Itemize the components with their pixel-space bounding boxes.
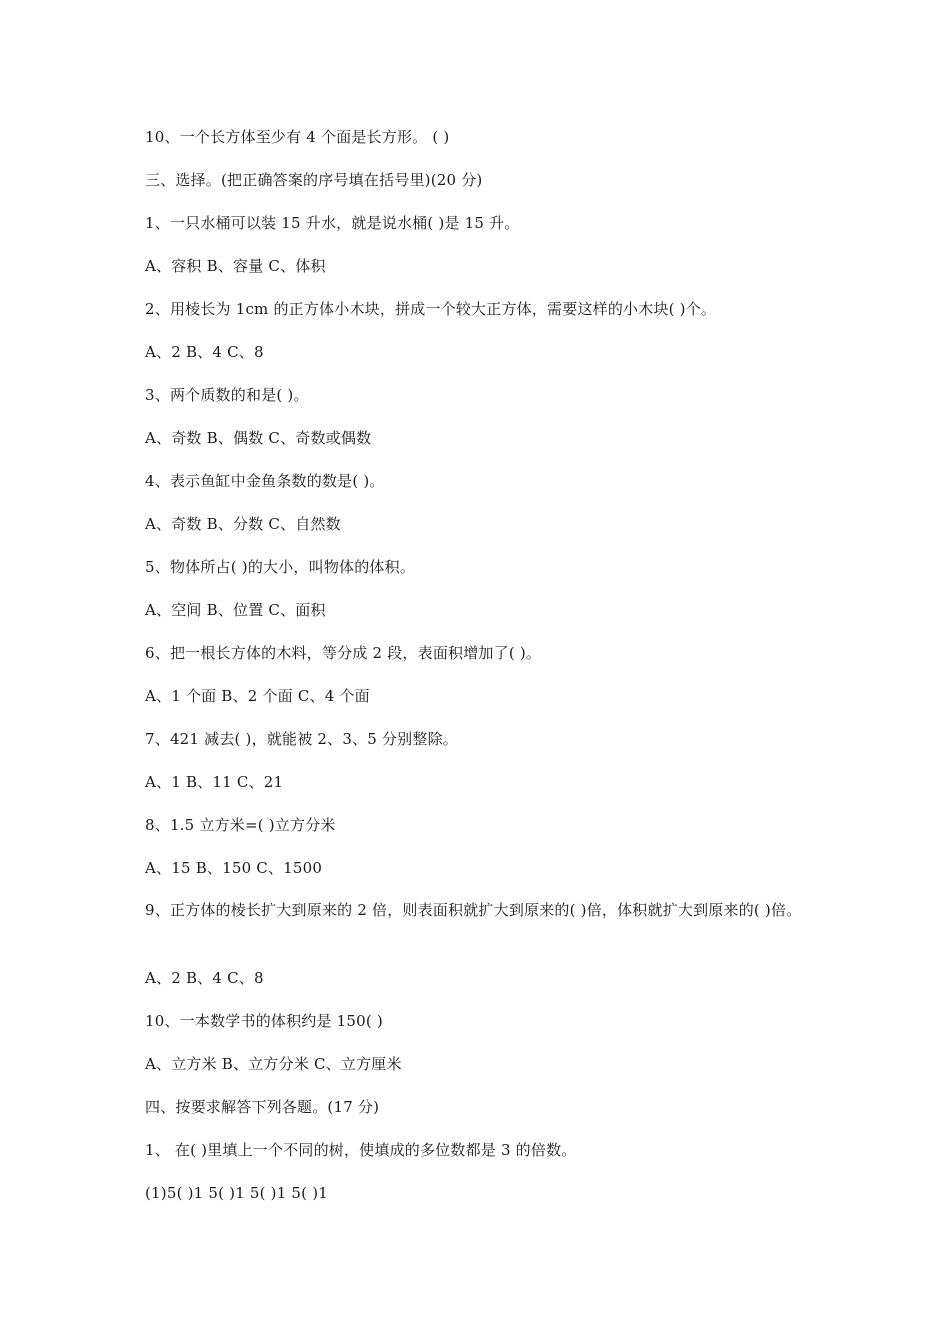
choice-options-6: A、1 个面 B、2 个面 C、4 个面 <box>145 687 370 705</box>
section-3-heading: 三、选择。(把正确答案的序号填在括号里)(20 分) <box>145 171 483 189</box>
choice-question-5: 5、物体所占( )的大小，叫物体的体积。 <box>145 558 416 576</box>
choice-options-7: A、1 B、11 C、21 <box>145 773 284 791</box>
choice-question-4: 4、表示鱼缸中金鱼条数的数是( )。 <box>145 472 385 490</box>
choice-options-4: A、奇数 B、分数 C、自然数 <box>145 515 341 533</box>
choice-options-9: A、2 B、4 C、8 <box>145 969 264 987</box>
choice-question-8: 8、1.5 立方米=( )立方分米 <box>145 816 336 834</box>
choice-question-2: 2、用棱长为 1cm 的正方体小木块，拼成一个较大正方体，需要这样的小木块( )个。 <box>145 300 717 318</box>
choice-options-10: A、立方米 B、立方分米 C、立方厘米 <box>145 1055 402 1073</box>
section-4-question-1-part-1: (1)5( )1 5( )1 5( )1 5( )1 <box>145 1184 328 1202</box>
choice-question-1: 1、一只水桶可以装 15 升水，就是说水桶( )是 15 升。 <box>145 214 520 232</box>
section-4-question-1: 1、 在( )里填上一个不同的树，使填成的多位数都是 3 的倍数。 <box>145 1141 577 1159</box>
choice-question-3: 3、两个质数的和是( )。 <box>145 386 309 404</box>
choice-question-10: 10、一本数学书的体积约是 150( ) <box>145 1012 383 1030</box>
question-3-10-judgment: 10、一个长方体至少有 4 个面是长方形。 ( ) <box>145 128 450 146</box>
choice-options-5: A、空间 B、位置 C、面积 <box>145 601 326 619</box>
choice-question-9: 9、正方体的棱长扩大到原来的 2 倍，则表面积就扩大到原来的( )倍，体积就扩大到原来的( )倍。 <box>145 901 802 919</box>
choice-question-7: 7、421 减去( )，就能被 2、3、5 分别整除。 <box>145 730 458 748</box>
section-4-heading: 四、按要求解答下列各题。(17 分) <box>145 1098 380 1116</box>
choice-question-6: 6、把一根长方体的木料，等分成 2 段，表面积增加了( )。 <box>145 644 542 662</box>
choice-options-8: A、15 B、150 C、1500 <box>145 859 323 877</box>
choice-options-2: A、2 B、4 C、8 <box>145 343 264 361</box>
choice-options-3: A、奇数 B、偶数 C、奇数或偶数 <box>145 429 372 447</box>
choice-options-1: A、容积 B、容量 C、体积 <box>145 257 326 275</box>
